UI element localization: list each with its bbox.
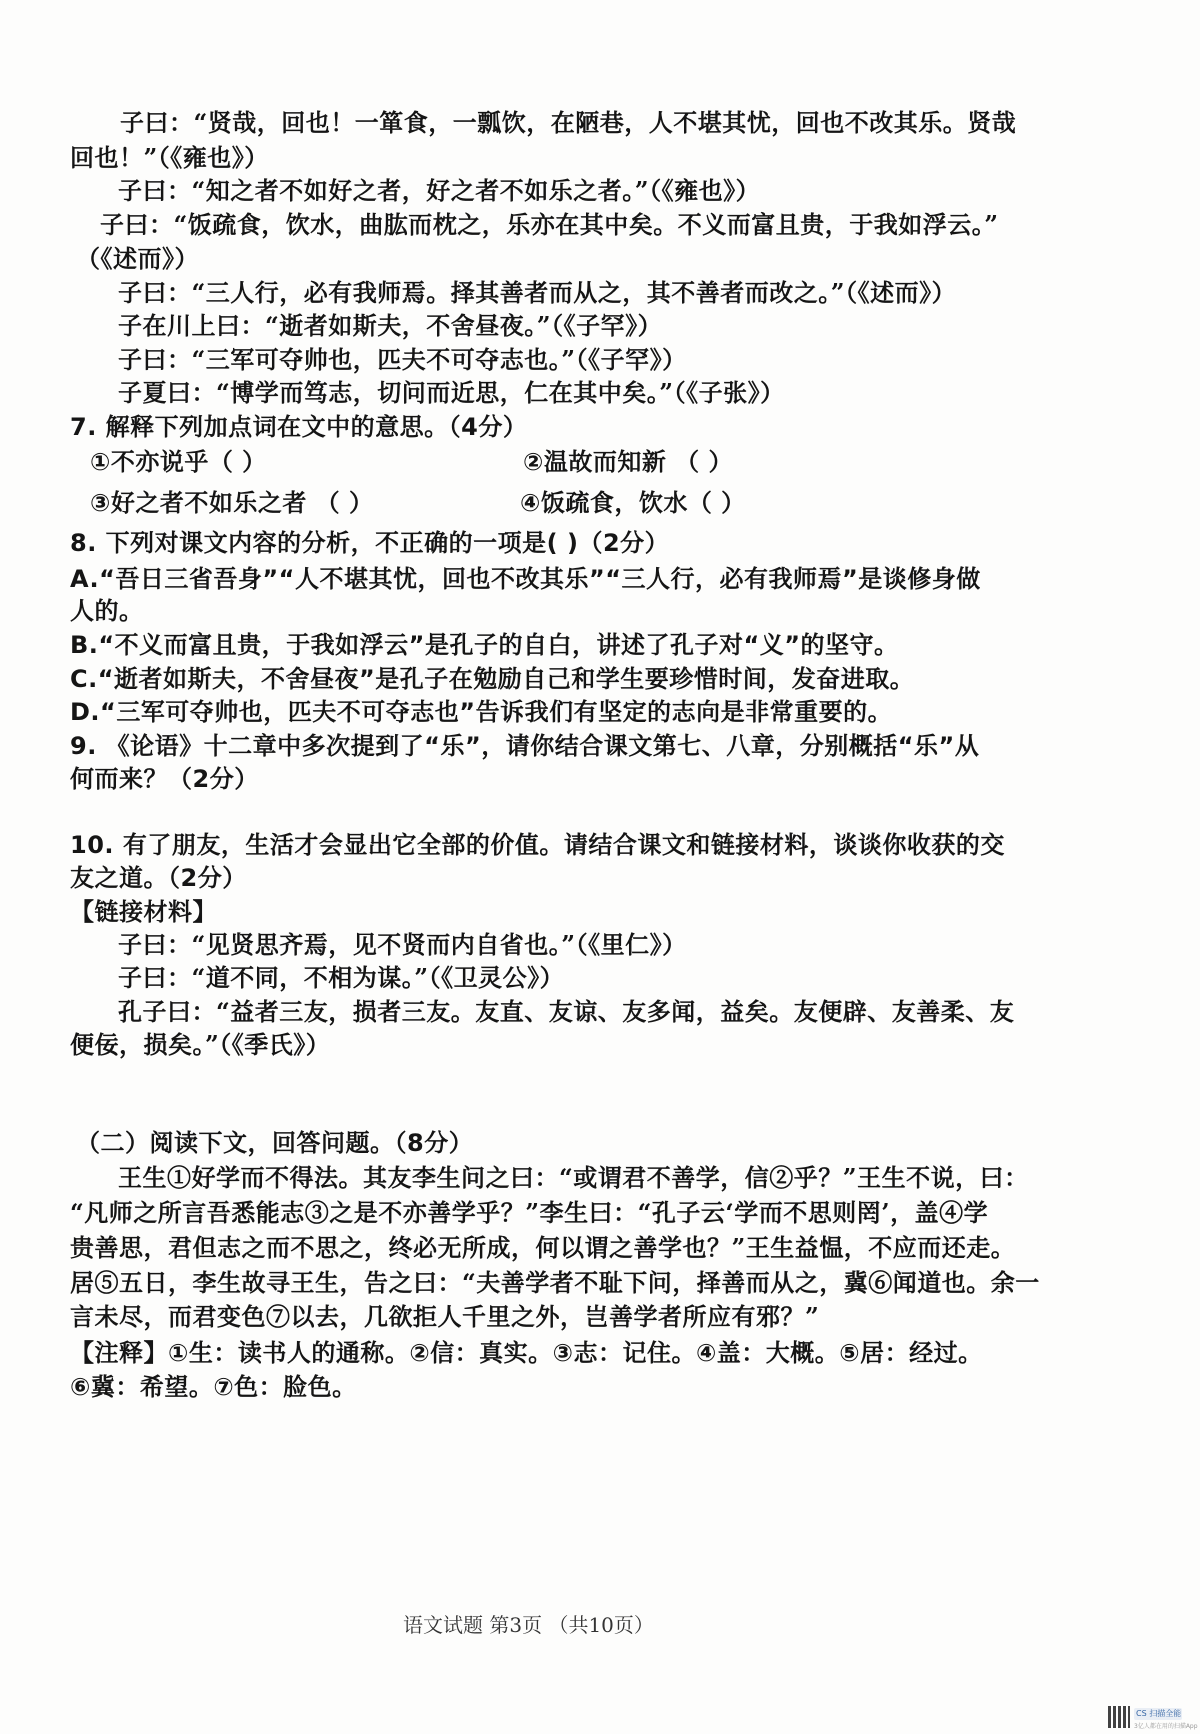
passage-line-5: 言未尽，而君变色⑦以去，几欲拒人千里之外，岂善学者所应有邪？”: [70, 1302, 820, 1331]
link-material-2: 子曰：“道不同，不相为谋。”（《卫灵公》）: [118, 963, 565, 992]
page-footer: 语文试题 第3页 （共10页）: [403, 1613, 654, 1637]
q8-option-c: C.“逝者如斯夫，不舍昼夜”是孔子在勉励自己和学生要珍惜时间，发奋进取。: [70, 665, 915, 693]
q8-option-a-line-1: A.“吾日三省吾身”“人不堪其忧，回也不改其乐”“三人行，必有我师焉”是谈修身做: [70, 565, 981, 593]
lunyu-line-4: 子曰：“饭疏食，饮水，曲肱而枕之，乐亦在其中矣。不义而富且贵，于我如浮云。”: [100, 210, 999, 239]
link-material-1: 子曰：“见贤思齐焉，见不贤而内自省也。”（《里仁》）: [118, 930, 687, 959]
scanner-watermark: CS 扫描全能: [1136, 1709, 1182, 1718]
q7-stem: 7. 解释下列加点词在文中的意思。（4分）: [70, 413, 528, 441]
lunyu-line-8: 子曰：“三军可夺帅也，匹夫不可夺志也。”（《子罕》）: [118, 345, 687, 374]
link-material-4: 便佞，损矣。”（《季氏》）: [70, 1030, 331, 1059]
q9-line-1: 9. 《论语》十二章中多次提到了“乐”，请你结合课文第七、八章，分别概括“乐”从: [70, 732, 980, 760]
annotation-line-1: 【注释】①生：读书人的通称。②信：真实。③志：记住。④盖：大概。⑤居：经过。: [70, 1339, 983, 1367]
lunyu-line-2: 回也！”（《雍也》）: [70, 143, 269, 172]
q7-item-2: ②温故而知新 （ ）: [523, 448, 734, 476]
q7-item-1: ①不亦说乎（ ）: [90, 448, 267, 476]
lunyu-line-5: （《述而》）: [76, 244, 199, 273]
lunyu-line-7: 子在川上曰：“逝者如斯夫，不舍昼夜。”（《子罕》）: [118, 311, 663, 340]
annotation-line-2: ⑥冀：希望。⑦色：脸色。: [70, 1373, 357, 1401]
scanner-watermark-sub: 3亿人都在用的扫描App: [1134, 1723, 1198, 1730]
passage-line-4: 居⑤五日，李生故寻王生，告之曰：“夫善学者不耻下问，择善而从之，冀⑥闻道也。余一: [70, 1268, 1040, 1297]
lunyu-line-1: 子曰：“贤哉，回也！一箪食，一瓢饮，在陋巷，人不堪其忧，回也不改其乐。贤哉: [120, 108, 1017, 137]
link-material-heading: 【链接材料】: [70, 898, 217, 926]
q10-line-1: 10. 有了朋友，生活才会显出它全部的价值。请结合课文和链接材料，谈谈你收获的交: [70, 831, 1005, 859]
passage-line-2: “凡师之所言吾悉能志③之是不亦善学乎？”李生曰：“孔子云‘学而不思则罔’，盖④学: [70, 1198, 989, 1227]
q8-stem: 8. 下列对课文内容的分析，不正确的一项是( )（2分）: [70, 529, 670, 557]
section-2-heading: （二）阅读下文，回答问题。（8分）: [76, 1129, 474, 1157]
q7-item-3: ③好之者不如乐之者 （ ）: [90, 489, 374, 517]
q8-option-b: B.“不义而富且贵，于我如浮云”是孔子的自白，讲述了孔子对“义”的坚守。: [70, 631, 899, 659]
qr-code-icon: [1108, 1706, 1130, 1728]
q8-option-d: D.“三军可夺帅也，匹夫不可夺志也”告诉我们有坚定的志向是非常重要的。: [70, 698, 893, 726]
passage-line-3: 贵善思，君但志之而不思之，终必无所成，何以谓之善学也？”王生益愠，不应而还走。: [70, 1233, 1016, 1262]
q8-option-a-line-2: 人的。: [70, 597, 144, 625]
q10-line-2: 友之道。（2分）: [70, 864, 247, 892]
link-material-3: 孔子曰：“益者三友，损者三友。友直、友谅、友多闻，益矣。友便辟、友善柔、友: [118, 997, 1015, 1026]
passage-line-1: 王生①好学而不得法。其友李生问之曰：“或谓君不善学，信②乎？”王生不说，曰：: [118, 1163, 1029, 1192]
lunyu-line-6: 子曰：“三人行，必有我师焉。择其善者而从之，其不善者而改之。”（《述而》）: [118, 278, 957, 307]
lunyu-line-9: 子夏曰：“博学而笃志，切问而近思，仁在其中矣。”（《子张》）: [118, 378, 785, 407]
q9-line-2: 何而来？（2分）: [70, 765, 259, 793]
lunyu-line-3: 子曰：“知之者不如好之者，好之者不如乐之者。”（《雍也》）: [118, 176, 761, 205]
q7-item-4: ④饭疏食，饮水（ ）: [520, 489, 746, 517]
